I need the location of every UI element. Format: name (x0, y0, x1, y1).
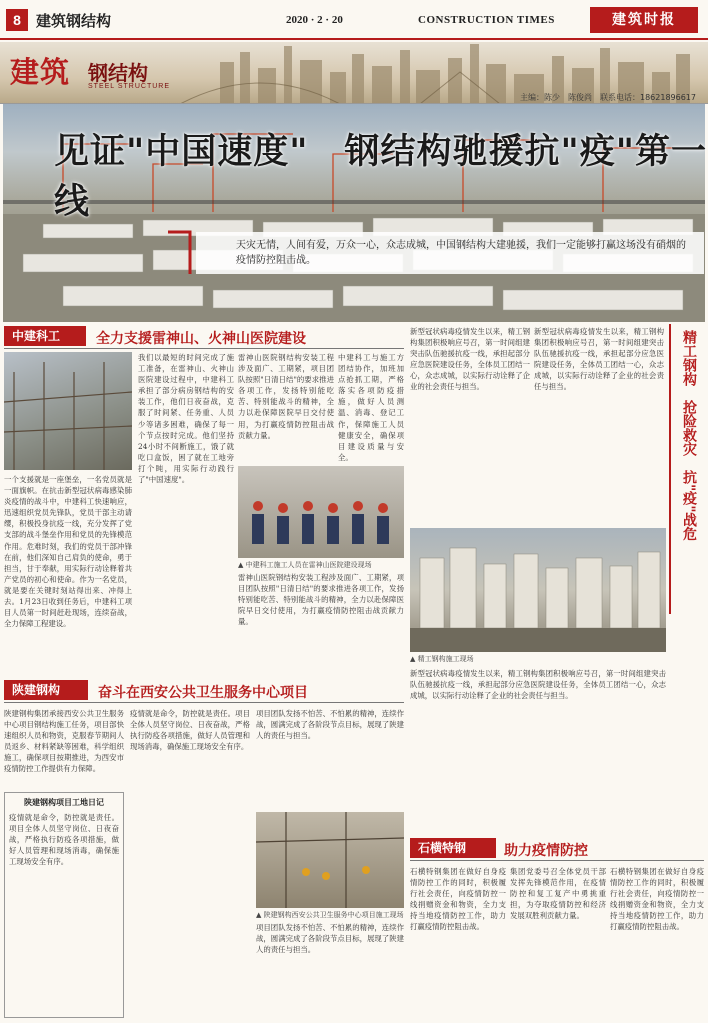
banner-title: 建筑 (10, 55, 71, 89)
main-headline: 见证"中国速度" 钢结构驰援抗"疫"第一线 (54, 132, 707, 222)
section-name: 建筑钢结构 (36, 12, 112, 30)
section-tag-shijing: 石横特钢 (410, 838, 496, 858)
divider (410, 860, 704, 861)
quote-mark-icon (164, 228, 194, 278)
article-column: 新型冠状病毒疫情发生以来，精工钢构集团积极响应号召，第一时间组建突击队伍驰援抗疫一线，承担起部分应急医院建设任务，全体员工团结一心，众志成城，以实际行动诠释了企业的社会责任与担当。 (534, 327, 664, 392)
shaanxi-site-photo (256, 812, 404, 908)
page-number: 8 (6, 9, 28, 31)
intro-text: 天灾无情，人间有爱，万众一心，众志成城，中国钢结构大建驰援，我们一定能够打赢这场没有硝烟的疫情防控阻击战。 (196, 232, 704, 274)
hospital-buildings-illustration (410, 528, 666, 652)
divider (4, 348, 404, 349)
site-workers-illustration (256, 812, 404, 908)
photo-caption: ▲ 精工钢构施工现场 (410, 655, 474, 663)
jinggong-site-photo (410, 528, 666, 652)
side-tag-text: 精工钢构 抢险救灾 抗"疫"战危 (681, 330, 697, 541)
article-column: 石横特钢集团在做好自身疫情防控工作的同时，积极履行社会责任，向疫情防控一线捐赠资金和物资，全力支持当地疫情防控工作，助力打赢疫情防控阻击战。 (410, 867, 506, 932)
workers-illustration (238, 466, 404, 558)
photo-caption: ▲ 陕建钢构西安公共卫生服务中心项目施工现场 (256, 911, 404, 919)
article-column: 雷神山医院钢结构安装工程涉及面广、工期紧，项目团队按照"日清日结"的要求推进各项工作，发扬特别能吃苦、特别能战斗的精神，全力以赴保障医院早日交付使用，为打赢疫情防控阻击战贡献力量。 (238, 353, 334, 440)
editor-credits: 主编：陈少 陈俊尚 联系电话：18621896617 (520, 93, 696, 102)
banner-subtitle: 钢结构 (88, 61, 148, 85)
article-column: 疫情就是命令，防控就是责任。项目全体人员坚守岗位、日夜奋战，严格执行防疫各项措施，做好人员管理和现场消毒，确保施工现场安全有序。 (130, 709, 250, 752)
diary-text: 疫情就是命令，防控就是责任。项目全体人员坚守岗位、日夜奋战，严格执行防疫各项措施，做好人员管理和现场消毒，确保施工现场安全有序。 (9, 813, 119, 867)
article-column: 新型冠状病毒疫情发生以来，精工钢构集团积极响应号召，第一时间组建突击队伍驰援抗疫一线，承担起部分应急医院建设任务，全体员工团结一心，众志成城，以实际行动诠释了企业的社会责任与担当。 (410, 327, 530, 392)
article-column: 集团党委号召全体党员干部发挥先锋模范作用，在疫情防控和复工复产中勇挑重担，为夺取疫情防控和经济发展双胜利贡献力量。 (510, 867, 606, 921)
publication-title: CONSTRUCTION TIMES (418, 14, 555, 26)
article-column: 项目团队发扬不怕苦、不怕累的精神，连续作战，圆满完成了各阶段节点目标，展现了陕建人的责任与担当。 (256, 709, 404, 741)
side-column-tag (669, 324, 707, 614)
section-title-shaanxi: 奋斗在西安公共卫生服务中心项目 (98, 685, 308, 701)
article-column: 陕建钢构集团承接西安公共卫生服务中心项目钢结构施工任务，项目部快速组织人员和物资，克服春节期间人员返乡、材料紧缺等困难，科学组织施工，确保项目按期推进，为西安市疫情防控工作提供有力保障。 (4, 709, 124, 774)
article-column: 石横特钢集团在做好自身疫情防控工作的同时，积极履行社会责任，向疫情防控一线捐赠资金和物资，全力支持当地疫情防控工作，助力打赢疫情防控阻击战。 (610, 867, 704, 932)
photo-caption: ▲ 中建科工施工人员在雷神山医院建设现场 (238, 561, 372, 569)
article-column: 我们以最短的时间完成了施工准备，在雷神山、火神山医院建设过程中，中建科工承担了部分病房钢结构的安装工作，他们日夜奋战，克服了时间紧、任务重、人员少等诸多困难，确保了每一个节点按时完成。他们坚持24小时不间断施工，饿了就吃口盒饭，困了就在工地旁打个盹，用实际行动践行了"中国速度"。 (138, 353, 234, 485)
banner-english: STEEL STRUCTURE (88, 83, 171, 90)
issue-date: 2020 · 2 · 20 (286, 14, 343, 26)
cscec-team-photo (238, 466, 404, 558)
article-column: 雷神山医院钢结构安装工程涉及面广、工期紧，项目团队按照"日清日结"的要求推进各项工作，发扬特别能吃苦、特别能战斗的精神，全力以赴保障医院早日交付使用，为打赢疫情防控阻击战贡献力量。 (238, 573, 404, 627)
article-column: 项目团队发扬不怕苦、不怕累的精神，连续作战，圆满完成了各阶段节点目标，展现了陕建人的责任与担当。 (256, 923, 404, 955)
diary-title: 陕建钢构项目工地日记 (24, 798, 104, 807)
diary-box (4, 792, 124, 1018)
article-column: 一个支援就是一座堡垒，一名党员就是一面旗帜。在抗击新型冠状病毒感染肺炎疫情的战斗中，中建科工快速响应，迅速组织党员先锋队，党员干部主动请缨，积极投身抗疫一线，充分发挥了党支部的战斗堡垒作用和党员的先锋模范作用。危难时刻，我们的党员干部冲锋在前，他们深知自己肩负的使命，勇于担当，甘于奉献，用实际行动诠释着共产党员的初心和使命。作为一名党员，就是要在关键时刻站得出来、冲得上去。1月23日收到任务后，中建科工项目人员第一时间赶赴现场，连续奋战，全力保障工程建设。 (4, 475, 132, 629)
steel-frame-illustration (4, 352, 132, 470)
article-column: 中建科工与施工方团结协作，加班加点抢抓工期，严格落实各项防疫措施，做好人员测温、消毒、登记工作，保障施工人员健康安全，确保项目建设质量与安全。 (338, 353, 404, 462)
cscec-site-photo (4, 352, 132, 470)
section-tag-cscec: 中建科工 (4, 326, 86, 346)
article-column: 新型冠状病毒疫情发生以来，精工钢构集团积极响应号召，第一时间组建突击队伍驰援抗疫一线，承担起部分应急医院建设任务，全体员工团结一心，众志成城，以实际行动诠释了企业的社会责任与担当。 (410, 669, 666, 701)
newspaper-logo: 建筑时报 (590, 7, 698, 33)
divider (4, 702, 404, 703)
section-tag-shaanxi: 陕建钢构 (4, 680, 88, 700)
section-title-cscec: 全力支援雷神山、火神山医院建设 (96, 331, 306, 347)
section-title-shijing: 助力疫情防控 (504, 843, 588, 859)
